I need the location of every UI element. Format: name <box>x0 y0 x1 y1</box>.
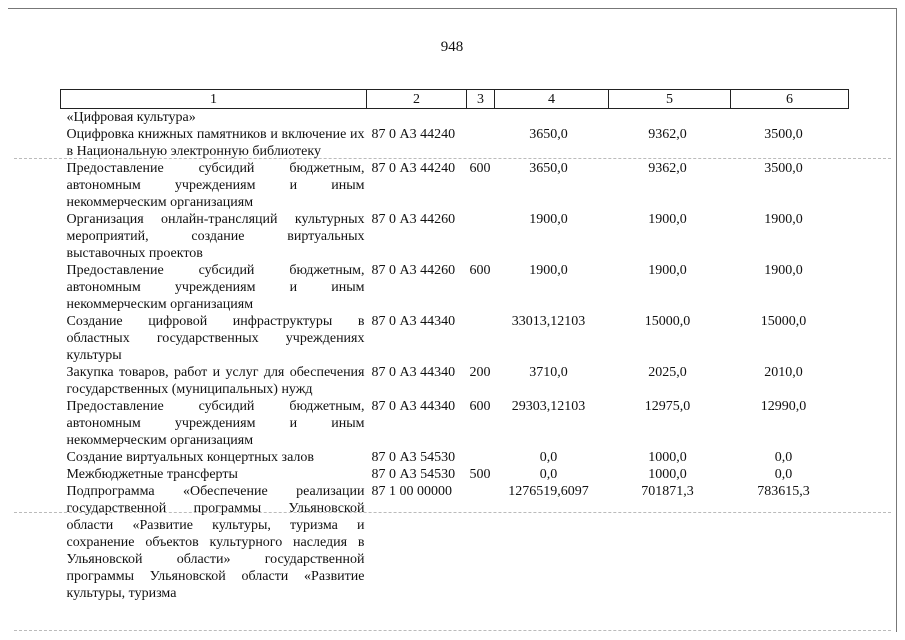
row-value-5 <box>609 109 731 127</box>
row-value-4: 1276519,6097 <box>508 484 589 499</box>
header-cell: 1 <box>61 90 367 109</box>
row-value-6: 15000,0 <box>760 314 807 329</box>
row-name: «Цифровая культура» <box>66 110 196 125</box>
row-value-5: 2025,0 <box>648 365 687 380</box>
row-value-4: 33013,12103 <box>511 314 586 329</box>
row-value-4: 29303,12103 <box>511 399 586 414</box>
header-cell: 5 <box>609 90 731 109</box>
row-code <box>367 109 467 127</box>
row-value-4: 1900,0 <box>529 212 568 227</box>
row-type <box>467 109 495 127</box>
row-name: Подпрограмма «Обеспечение реализации государственной программы Ульяновской области «Развитие культуры, туризма и сохранение объектов культурного наследия в Ульяновской области» государственной программы Ульяновской области «Развитие культуры, туризма <box>66 484 365 601</box>
table-row <box>61 211 849 262</box>
row-code: 87 0 А3 44340 <box>371 365 456 380</box>
page-number: 948 <box>440 39 464 55</box>
row-value-5: 15000,0 <box>644 314 691 329</box>
row-value-5: 1900,0 <box>648 212 687 227</box>
row-name: Организация онлайн-трансляций культурных мероприятий, создание виртуальных выставочных проектов <box>66 212 365 261</box>
table-row <box>61 126 849 160</box>
row-type <box>467 483 495 602</box>
row-value-5: 9362,0 <box>648 161 687 176</box>
table-row <box>61 313 849 364</box>
row-value-6: 1900,0 <box>764 263 803 278</box>
row-code: 87 0 А3 54530 <box>371 467 456 482</box>
scan-artifact-line <box>14 630 891 631</box>
row-value-6: 0,0 <box>774 467 793 482</box>
row-value-6: 3500,0 <box>764 161 803 176</box>
row-value-6: 3500,0 <box>764 127 803 142</box>
header-cell: 2 <box>367 90 467 109</box>
row-value-4: 3710,0 <box>529 365 568 380</box>
row-value-4: 1900,0 <box>529 263 568 278</box>
row-value-6: 12990,0 <box>760 399 807 414</box>
header-cell: 6 <box>731 90 849 109</box>
row-value-6: 1900,0 <box>764 212 803 227</box>
row-value-4: 0,0 <box>539 450 558 465</box>
row-type <box>467 313 495 364</box>
row-type: 500 <box>469 467 491 482</box>
table-row <box>61 483 849 602</box>
row-value-4: 3650,0 <box>529 127 568 142</box>
row-name: Создание виртуальных концертных залов <box>66 450 315 465</box>
row-value-5: 1000,0 <box>648 450 687 465</box>
table-row <box>61 160 849 211</box>
table-body <box>61 109 849 603</box>
row-code: 87 0 А3 44340 <box>371 314 456 329</box>
scan-artifact-line <box>14 512 891 513</box>
table-row <box>61 398 849 449</box>
row-value-5: 701871,3 <box>641 484 694 499</box>
table-row <box>61 466 849 483</box>
row-value-5: 1000,0 <box>648 467 687 482</box>
budget-table <box>60 89 849 602</box>
row-name: Создание цифровой инфраструктуры в областных государственных учреждениях культуры <box>66 314 365 363</box>
row-code: 87 0 А3 44260 <box>371 212 456 227</box>
row-code: 87 0 А3 44240 <box>371 161 456 176</box>
row-name: Предоставление субсидий бюджетным, автономным учреждениям и иным некоммерческим организациям <box>66 263 365 312</box>
row-value-5: 12975,0 <box>644 399 691 414</box>
row-name: Межбюджетные трансферты <box>66 467 238 482</box>
row-type <box>467 449 495 466</box>
table-row <box>61 109 849 127</box>
row-value-6 <box>731 109 849 127</box>
table-row <box>61 449 849 466</box>
header-cell: 3 <box>467 90 495 109</box>
table-row <box>61 364 849 398</box>
header-cell: 4 <box>495 90 609 109</box>
row-name: Оцифровка книжных памятников и включение их в Национальную электронную библиотеку <box>66 127 365 159</box>
row-code: 87 0 А3 54530 <box>371 450 456 465</box>
table-row <box>61 262 849 313</box>
scan-artifact-line <box>14 158 891 159</box>
row-type <box>467 126 495 160</box>
row-value-4: 0,0 <box>539 467 558 482</box>
table-header-row <box>61 90 849 109</box>
row-type: 200 <box>469 365 491 380</box>
row-code: 87 0 А3 44240 <box>371 127 456 142</box>
row-code: 87 0 А3 44340 <box>371 399 456 414</box>
row-value-5: 1900,0 <box>648 263 687 278</box>
row-value-6: 2010,0 <box>764 365 803 380</box>
row-name: Закупка товаров, работ и услуг для обеспечения государственных (муниципальных) нужд <box>66 365 365 397</box>
row-code: 87 1 00 00000 <box>371 484 452 499</box>
row-value-4 <box>495 109 609 127</box>
row-name: Предоставление субсидий бюджетным, автономным учреждениям и иным некоммерческим организациям <box>66 161 365 210</box>
row-value-6: 783615,3 <box>757 484 810 499</box>
row-value-6: 0,0 <box>774 450 793 465</box>
row-type <box>467 211 495 262</box>
row-type: 600 <box>469 399 491 414</box>
row-type: 600 <box>469 161 491 176</box>
row-value-5: 9362,0 <box>648 127 687 142</box>
row-name: Предоставление субсидий бюджетным, автономным учреждениям и иным некоммерческим организациям <box>66 399 365 448</box>
row-type: 600 <box>469 263 491 278</box>
row-code: 87 0 А3 44260 <box>371 263 456 278</box>
row-value-4: 3650,0 <box>529 161 568 176</box>
